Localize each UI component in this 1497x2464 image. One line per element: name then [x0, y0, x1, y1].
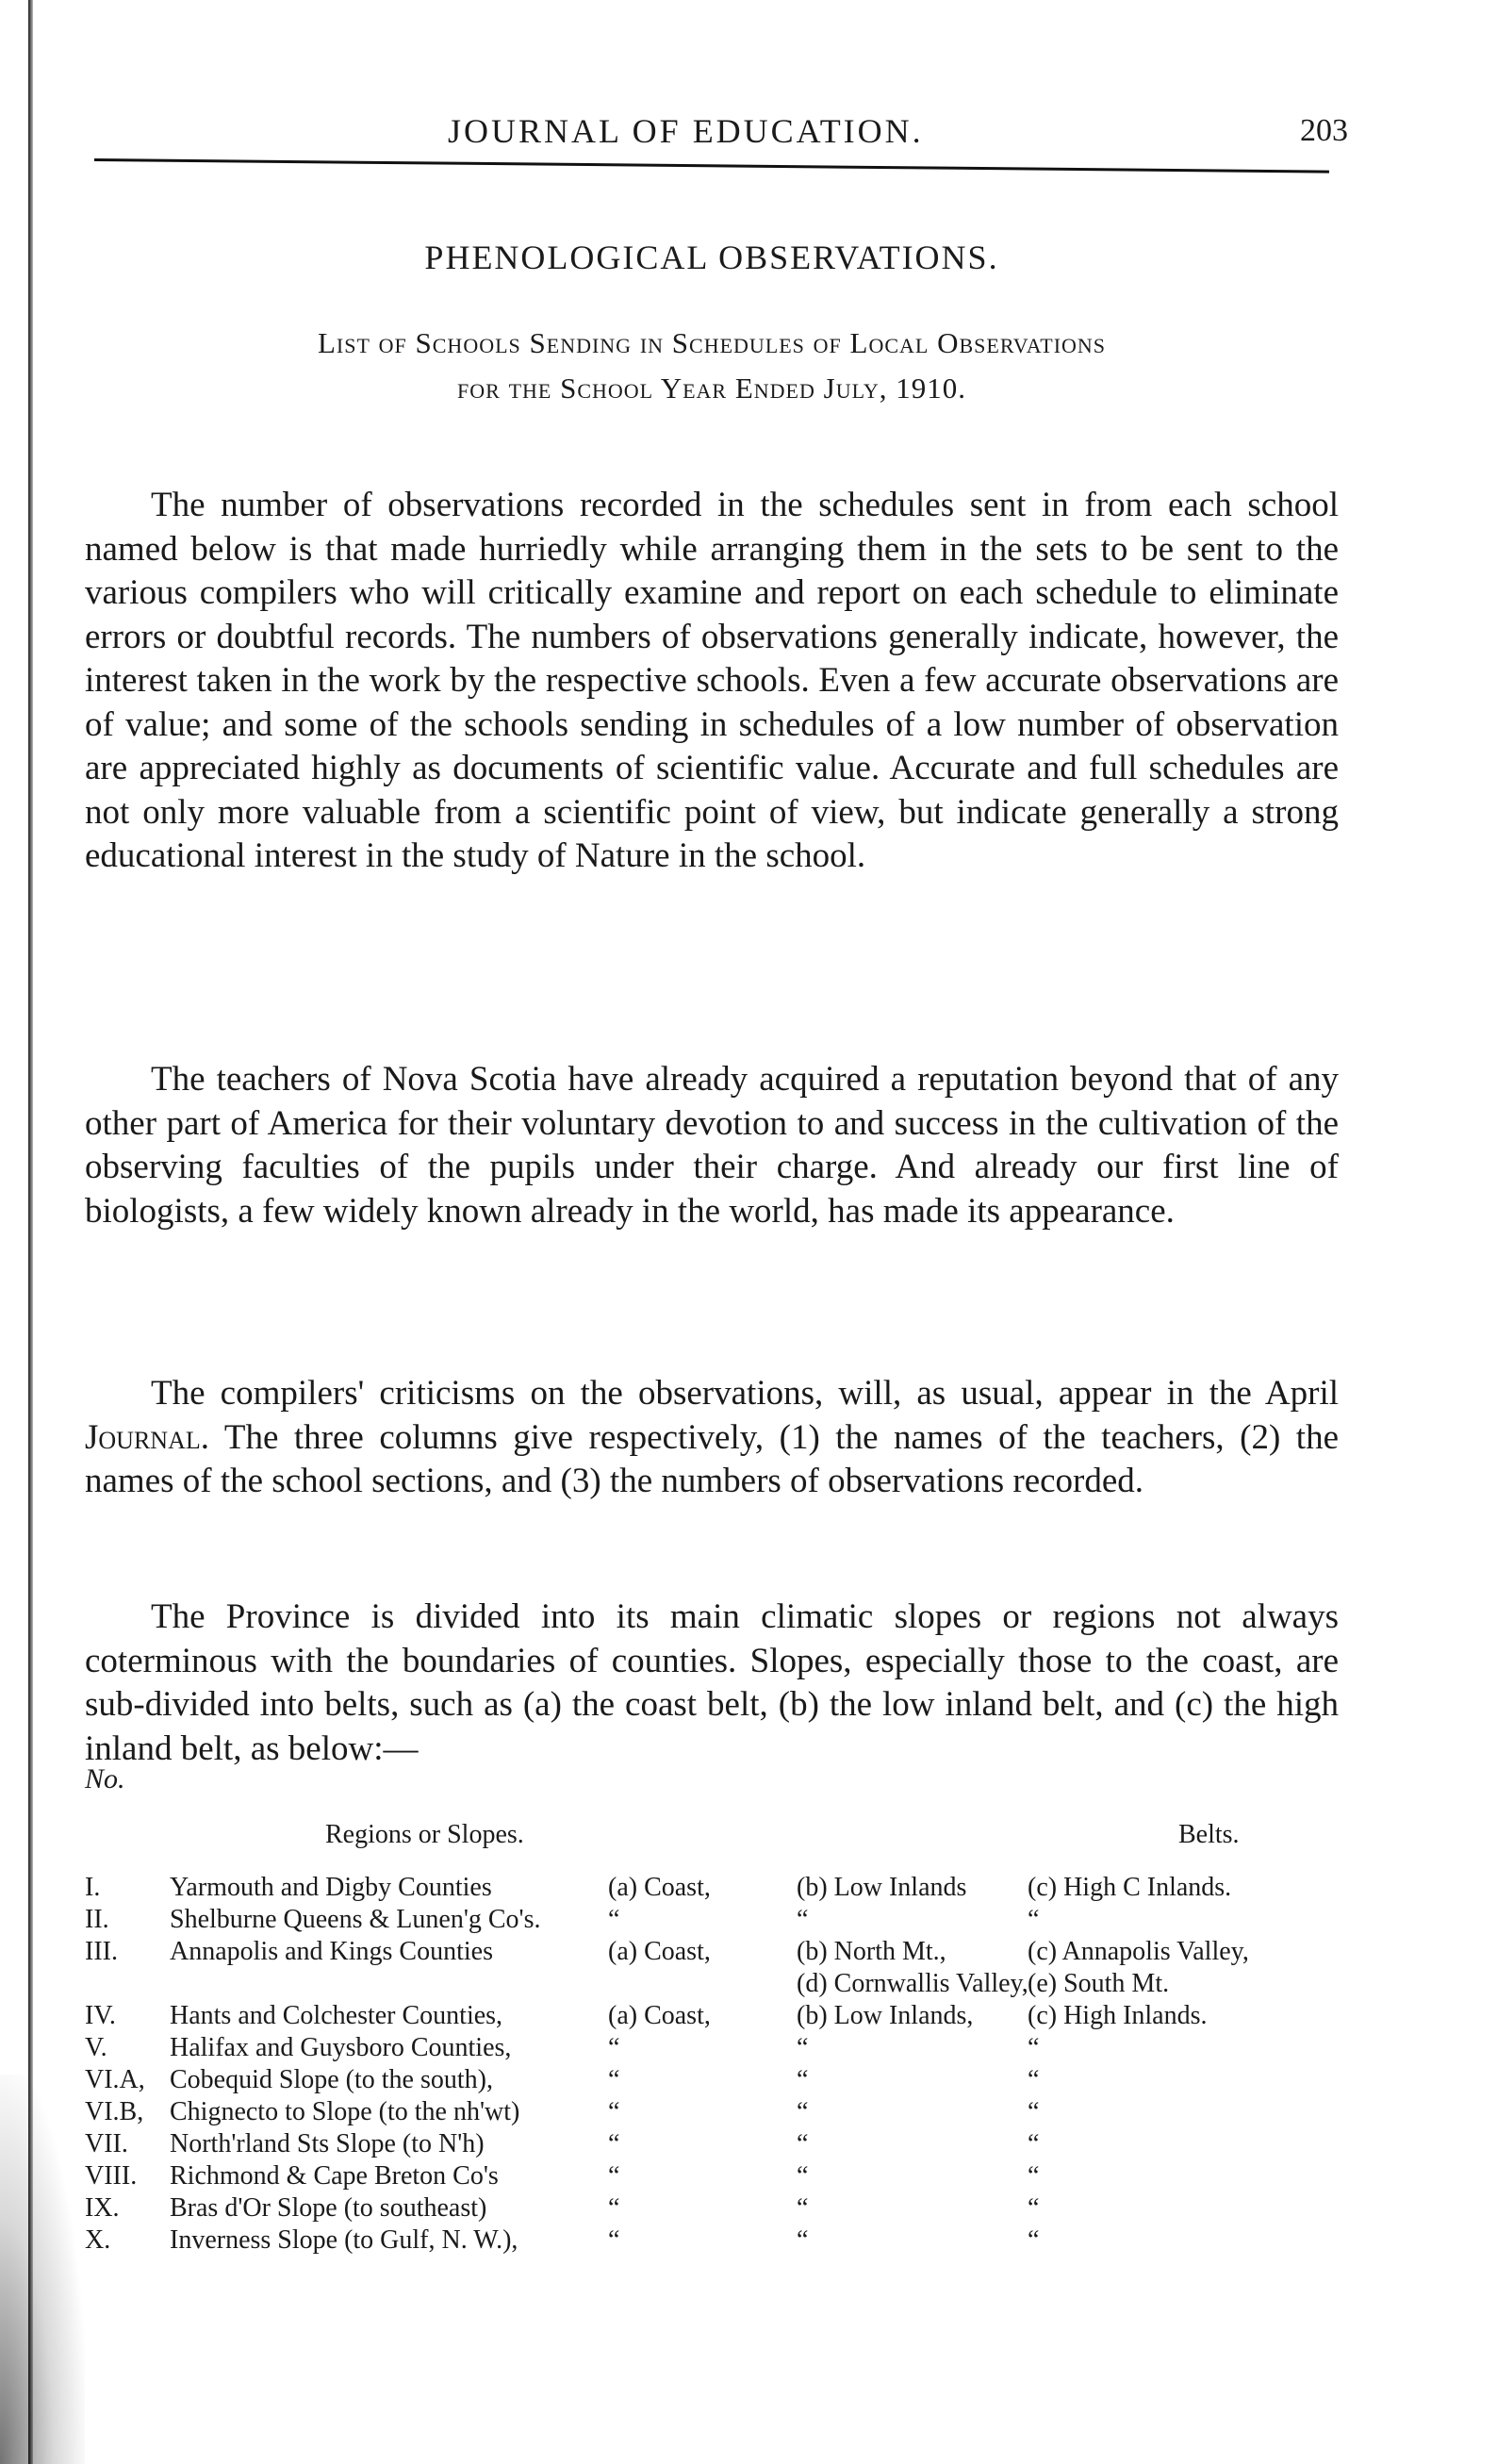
row-belt-b: “: [797, 2193, 809, 2223]
row-belt-a: “: [608, 2161, 620, 2191]
row-belt-c: “: [1028, 2225, 1040, 2255]
row-number: VII.: [85, 2129, 128, 2158]
row-number: V.: [85, 2033, 107, 2062]
journal-title: JOURNAL OF EDUCATION.: [448, 112, 924, 150]
row-belt-b: (b) Low Inlands: [797, 1873, 967, 1902]
row-number: II.: [85, 1905, 109, 1934]
row-belt-c: (c) High Inlands.: [1028, 2001, 1208, 2030]
section-title: PHENOLOGICAL OBSERVATIONS.: [424, 239, 999, 276]
row-number: VI.B,: [85, 2097, 144, 2126]
row-number: I.: [85, 1873, 101, 1902]
row-number: III.: [85, 1937, 118, 1966]
table-row: [85, 2129, 1339, 2161]
paragraph-3: [85, 1372, 1339, 1504]
row-region: Bras d'Or Slope (to southeast): [170, 2193, 487, 2223]
row-belt-b: “: [797, 2097, 809, 2126]
row-region: Chignecto to Slope (to the nh'wt): [170, 2097, 520, 2126]
row-number: IV.: [85, 2001, 116, 2030]
row-belt-b: “: [797, 1905, 809, 1934]
row-belt-b: (b) Low Inlands,: [797, 2001, 974, 2030]
column-header-belts: Belts.: [1178, 1820, 1240, 1849]
paragraph-2: The teachers of Nova Scotia have already acquired a reputation beyond that of any other part of America for their voluntary devotion to and success in the cultivation of the observing faculties of the pupils under their charge. And already our first line of biologists, a few widely known already in the world, has made its appearance.: [85, 1060, 1339, 1231]
row-belt-b: “: [797, 2225, 809, 2255]
table-row: [85, 1873, 1339, 1905]
row-number: IX.: [85, 2193, 120, 2223]
row-belt-c: “: [1028, 2033, 1040, 2062]
row-region: North'rland Sts Slope (to N'h): [170, 2129, 485, 2158]
table-row: [85, 2001, 1339, 2033]
row-belt-a: (a) Coast,: [608, 2001, 711, 2030]
journal-page: [85, 0, 1348, 2464]
table-row: [85, 1905, 1339, 1937]
row-belt-b: “: [797, 2065, 809, 2094]
row-belt-a: “: [608, 1905, 620, 1934]
table-row: [85, 2161, 1339, 2193]
table-row: [85, 2065, 1339, 2097]
row-region: Annapolis and Kings Counties: [170, 1937, 493, 1966]
row-belt-a: (a) Coast,: [608, 1873, 711, 1902]
table-row: [85, 2225, 1339, 2257]
row-belt-b: “: [797, 2161, 809, 2191]
row-number: VIII.: [85, 2161, 138, 2191]
subtitle-line-2: for the School Year Ended July, 1910.: [457, 372, 966, 405]
row-belt-c: (e) South Mt.: [1028, 1969, 1170, 1998]
row-belt-b: “: [797, 2129, 809, 2158]
row-belt-c: “: [1028, 2161, 1040, 2191]
journal-reference: Journal: [85, 1417, 201, 1457]
row-region: Hants and Colchester Counties,: [170, 2001, 503, 2030]
table-row: [85, 1937, 1339, 1969]
table-row: [85, 2193, 1339, 2225]
paragraph-3-text-b: . The three columns give respectively, (1) the names of the teachers, (2) the names of the school sections, and (3) the numbers of observations recorded.: [85, 1417, 1339, 1500]
row-belt-c: “: [1028, 2097, 1040, 2126]
table-row: [85, 2033, 1339, 2065]
table-row: [85, 2097, 1339, 2129]
paragraph-4: The Province is divided into its main climatic slopes or regions not always coterminous with the boundaries of counties. Slopes, especially those to the coast, are sub-divided into belts, such as (a) the coast belt, (b) the low inland belt, and (c) the high inland belt, as below:—: [85, 1597, 1339, 1768]
subtitle-line-1: List of Schools Sending in Schedules of Local Observations: [317, 326, 1107, 359]
running-head: [85, 111, 1348, 158]
page-number: 203: [1300, 113, 1348, 148]
row-belt-c: “: [1028, 2065, 1040, 2094]
subtitle: [85, 321, 1339, 411]
row-belt-a: (a) Coast,: [608, 1937, 711, 1966]
row-region: Inverness Slope (to Gulf, N. W.),: [170, 2225, 518, 2255]
page-corner-shadow: [0, 2075, 85, 2464]
paragraph-3-text-a: The compilers' criticisms on the observations, will, as usual, appear in the April: [151, 1374, 1339, 1413]
row-belt-b: (b) North Mt.,: [797, 1937, 946, 1966]
column-header-no: No.: [85, 1763, 125, 1794]
row-belt-c: “: [1028, 2193, 1040, 2223]
column-header-regions: Regions or Slopes.: [325, 1820, 524, 1849]
row-belt-b: “: [797, 2033, 809, 2062]
row-belt-a: “: [608, 2097, 620, 2126]
row-region: Cobequid Slope (to the south),: [170, 2065, 493, 2094]
row-region: Richmond & Cape Breton Co's: [170, 2161, 499, 2191]
row-belt-a: “: [608, 2225, 620, 2255]
row-number: VI.A,: [85, 2065, 145, 2094]
row-belt-b: (d) Cornwallis Valley,: [797, 1969, 1028, 1998]
row-belt-c: (c) Annapolis Valley,: [1028, 1937, 1249, 1966]
table-row: [85, 1969, 1339, 2001]
row-belt-a: “: [608, 2033, 620, 2062]
row-region: Yarmouth and Digby Counties: [170, 1873, 492, 1902]
row-belt-a: “: [608, 2065, 620, 2094]
row-belt-c: (c) High C Inlands.: [1028, 1873, 1232, 1902]
row-number: X.: [85, 2225, 111, 2255]
row-belt-a: “: [608, 2129, 620, 2158]
row-region: Halifax and Guysboro Counties,: [170, 2033, 512, 2062]
row-belt-c: “: [1028, 1905, 1040, 1934]
row-belt-a: “: [608, 2193, 620, 2223]
row-belt-c: “: [1028, 2129, 1040, 2158]
paragraph-1: The number of observations recorded in the schedules sent in from each school named below is that made hurriedly while arranging them in the sets to be sent to the various compilers who will critically examine and report on each schedule to eliminate errors or doubtful records. The numbers of observations generally indicate, however, the interest taken in the work by the respective schools. Even a few accurate observations are of value; and some of the schools sending in schedules of a low number of observation are appreciated highly as documents of scientific value. Accurate and full schedules are not only more valuable from a scientific point of view, but indicate generally a strong educational interest in the study of Nature in the school.: [85, 486, 1339, 875]
row-region: Shelburne Queens & Lunen'g Co's.: [170, 1905, 541, 1934]
header-rule: [94, 158, 1329, 174]
